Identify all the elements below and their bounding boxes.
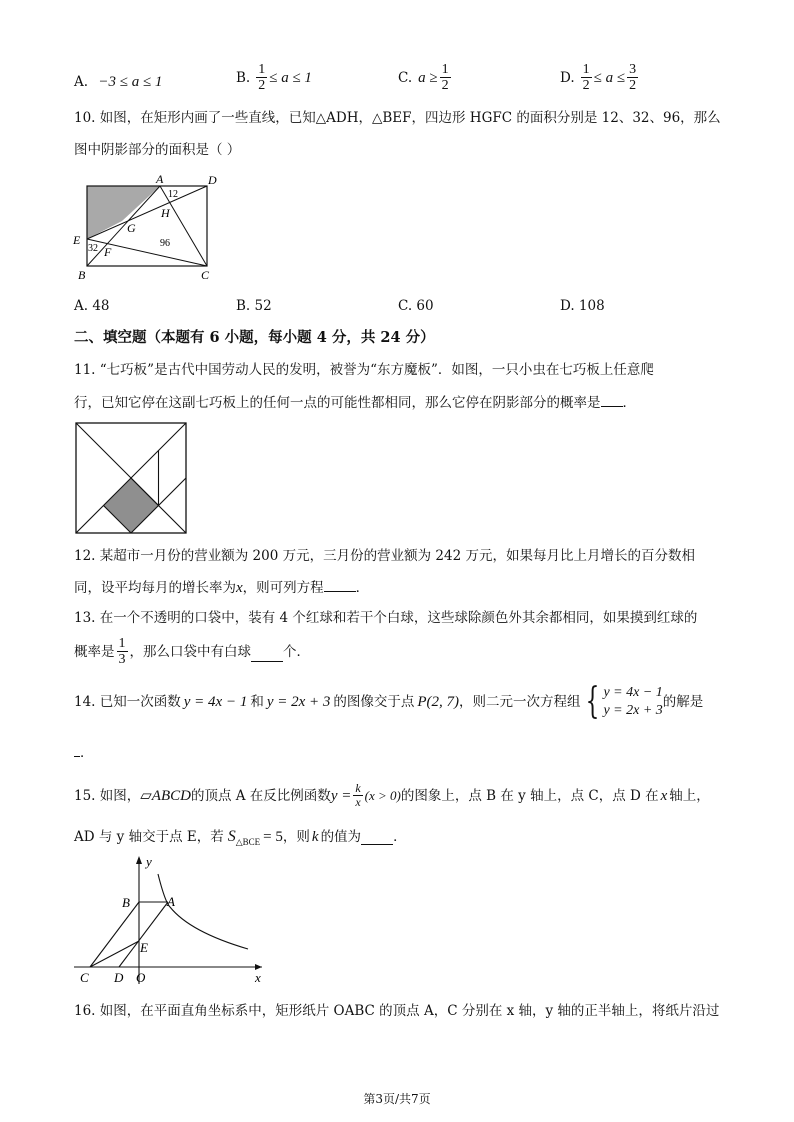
q10-label-d: D xyxy=(208,173,217,187)
q10-option-c: C. 60 xyxy=(398,298,434,314)
q13-text-line1: 13. 在一个不透明的口袋中，装有 4 个红球和若干个白球，这些球除颜色外其余都相同，如果摸到红球的 xyxy=(74,610,698,626)
q15-answer-blank xyxy=(361,830,393,845)
q14-text-line1: 14. 已知一次函数 y = 4x − 1 和 y = 2x + 3 的图像交于点 P(2, 7) ，则二元一次方程组 { y = 4x − 1 y = 2x + 3 的解是 xyxy=(74,681,704,722)
q10-label-b: B xyxy=(78,268,86,282)
q12-text-line2: 同，设平均每月的增长率为x，则可列方程 ． xyxy=(74,577,369,598)
q16-text-line1: 16. 如图，在平面直角坐标系中，矩形纸片 OABC 的顶点 A，C 分别在 x 轴，y 轴的正半轴上，将纸片沿过 xyxy=(74,1003,720,1019)
q14-answer-line: ． xyxy=(74,742,94,763)
q10-label-g: G xyxy=(127,221,136,235)
q10-label-f: F xyxy=(104,245,112,259)
tangram-shaded-square xyxy=(104,478,159,533)
option-c-q9: C. a ≥ $\frac{1}{2}$ xyxy=(398,62,449,93)
page-footer: 第3页/共7页 xyxy=(363,1092,431,1106)
q10-area-32: 32 xyxy=(88,243,98,254)
q12-answer-blank xyxy=(324,577,356,592)
q15-label-e: E xyxy=(140,940,148,955)
q10-label-e: E xyxy=(73,233,81,247)
q15-label-x: x xyxy=(255,970,261,985)
q15-label-o: O xyxy=(136,970,146,985)
q11-text-line1: 11. “七巧板”是古代中国劳动人民的发明，被誉为“东方魔板”．如图，一只小虫在七巧板上任意爬 xyxy=(74,362,654,378)
q15-text-line2: AD 与 y 轴交于点 E，若 S △BCE = 5 ，则 k 的值为 ． xyxy=(74,828,407,847)
q15-label-b: B xyxy=(122,895,130,910)
q13-answer-blank xyxy=(251,647,283,662)
q10-area-12: 12 xyxy=(168,189,178,200)
q12-text-line1: 12. 某超市一月份的营业额为 200 万元，三月份的营业额为 242 万元，如果每月比上月增长的百分数相 xyxy=(74,548,695,564)
q10-label-c: C xyxy=(201,268,210,282)
q15-label-d: D xyxy=(114,970,124,985)
q13-text-line2: 概率是 $\frac{1}{3}$ ，那么口袋中有白球 个． xyxy=(74,636,310,667)
q10-shaded-region xyxy=(87,186,160,239)
q10-option-b: B. 52 xyxy=(236,298,272,314)
q14-equation-system: { y = 4x − 1 y = 2x + 3 xyxy=(585,681,663,722)
q10-option-a: A. 48 xyxy=(74,298,110,314)
q10-area-96: 96 xyxy=(160,238,170,249)
q10-rectangle-figure xyxy=(70,170,220,285)
q15-coordinate-figure xyxy=(70,852,270,987)
q10-label-h: H xyxy=(161,206,170,220)
option-b-q9: B. $\frac{1}{2}$ ≤ a ≤ 1 xyxy=(236,62,312,93)
option-a-q9: A. −3 ≤ a ≤ 1 xyxy=(74,74,163,90)
section-heading-fill-blank: 二、填空题（本题有 6 小题，每小题 4 分，共 24 分） xyxy=(74,329,435,346)
option-d-q9: D. $\frac{1}{2}$ ≤ a ≤ $\frac{3}{2}$ xyxy=(560,62,637,93)
q10-text-line1: 10. 如图，在矩形内画了一些直线，已知△ADH，△BEF，四边形 HGFC 的面积分别是 12、32、96，那么 xyxy=(74,110,721,126)
q10-text-line2: 图中阴影部分的面积是（ ） xyxy=(74,142,241,158)
q15-label-a: A xyxy=(167,894,175,909)
q15-hyperbola xyxy=(158,874,248,949)
tangram-figure xyxy=(74,421,188,535)
q11-answer-blank xyxy=(601,392,623,407)
q15-text-line1: 15. 如图， ▱ABCD 的顶点 A 在反比例函数 y = $\frac{k}{x}$ (x > 0) 的图象上，点 B 在 y 轴上，点 C，点 D 在 x 轴上， xyxy=(74,781,710,809)
q15-segment-ad xyxy=(119,902,168,967)
q10-option-d: D. 108 xyxy=(560,298,605,314)
q15-y-axis-arrow xyxy=(136,856,142,864)
q15-label-y: y xyxy=(146,854,152,869)
q15-segment-ce xyxy=(90,941,139,967)
q10-label-a: A xyxy=(156,172,164,186)
q11-text-line2: 行，已知它停在这副七巧板上的任何一点的可能性都相同，那么它停在阴影部分的概率是 ． xyxy=(74,392,636,413)
q15-label-c: C xyxy=(80,970,89,985)
q15-segment-bc xyxy=(90,902,139,967)
